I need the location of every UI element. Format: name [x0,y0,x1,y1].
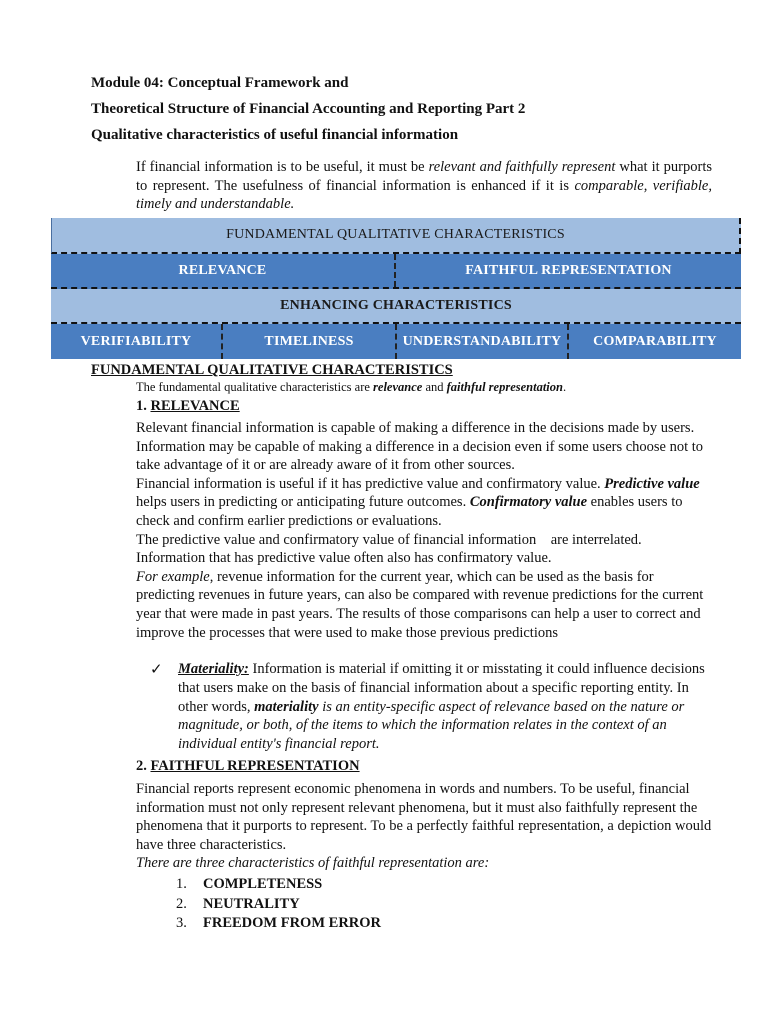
note-faithful: faithful representation [446,380,563,394]
understandability-cell: UNDERSTANDABILITY [397,324,569,359]
section-title: FUNDAMENTAL QUALITATIVE CHARACTERISTICS [91,362,453,378]
intro-text-2: what it purports to represent. The usefulness of financial information is enhanced if it is [136,159,712,194]
intro-italic-1: relevant and faithfully represent [428,159,616,175]
relevance-paragraph-2 [136,475,712,531]
relevance-paragraph-1: Relevant financial information is capable of making a difference in the decisions made by users. Information may be capable of making a difference in a decision even if some users choose not to take advantage of it or are already aware of it from other sources. [136,420,704,474]
p2-text-a: Financial information is useful if it has predictive value and confirmatory value. [136,475,605,492]
list-label: NEUTRALITY [203,895,300,912]
verifiability-cell: VERIFIABILITY [51,324,223,359]
faithful-heading [136,758,360,775]
faithful-italic: There are three characteristics of faithful representation are: [136,855,490,872]
list-label: COMPLETENESS [203,876,323,892]
relevance-cell: RELEVANCE [51,254,396,287]
intro-paragraph [136,158,712,214]
list-number: 3. [176,915,187,931]
materiality-text-1: Information is material if omitting it or misstating it could influence decisions that users make on the basis of financial information about a specific reporting entity. In other words, [178,661,705,715]
faithful-representation-cell: FAITHFUL REPRESENTATION [465,262,672,278]
comparability-cell: COMPARABILITY [593,333,717,349]
materiality-paragraph [178,660,718,754]
faithful-paragraph-2 [136,854,712,873]
faithful-number: 2. [136,758,151,774]
list-item [176,875,381,895]
note-text-c: and [422,380,447,394]
list-label: FREEDOM FROM ERROR [203,915,382,931]
note-text-e: . [562,380,567,394]
section-note [136,380,566,395]
note-text-a: The fundamental qualitative characteristics are [136,380,374,394]
intro-text-1: If financial information is to be useful, it must be [136,159,429,175]
for-example-term: For example [136,568,210,585]
faithful-characteristics-list [176,875,381,934]
p2-text-e: enables users to check and confirm earlier predictions or evaluations. [136,494,683,529]
module-title: Module 04: Conceptual Framework and [91,75,349,91]
checkmark-icon: ✓ [150,662,163,678]
faithful-paragraph-1: Financial reports represent economic phenomena in words and numbers. To be useful, financial information must not only represent relevant phenomena, but it must also faithfully represent the phenomena that it purports to represent. To be a perfectly faithful representation, a depiction would have three characteristics. [136,781,712,853]
relevance-title: RELEVANCE [150,398,240,414]
relevance-number: 1. [136,398,151,414]
relevance-paragraph-4 [136,568,712,642]
relevance-paragraph-3: The predictive value and confirmatory value of financial information are interrelated. Information that has predictive value often also has confirmatory value. [136,531,646,567]
predictive-value-term: Predictive value [604,475,700,492]
table-row-fundamental-items [51,254,741,289]
module-subtitle: Theoretical Structure of Financial Accounting and Reporting Part 2 [91,101,526,117]
table-row-enhancing-items [51,324,741,359]
faithful-body [136,780,712,873]
list-number: 1. [176,876,187,892]
note-relevance: relevance [373,380,423,394]
list-item [176,895,381,915]
materiality-label: Materiality: [178,661,249,677]
enhancing-header-cell: ENHANCING CHARACTERISTICS [280,297,512,313]
relevance-heading [136,398,240,415]
intro-italic-2: comparable, verifiable, timely and understandable. [136,177,712,212]
confirmatory-value-term: Confirmatory value [469,494,588,511]
materiality-term: materiality [254,698,319,715]
table-row-fundamental [51,218,741,254]
fundamental-header-cell: FUNDAMENTAL QUALITATIVE CHARACTERISTICS [226,227,565,242]
list-item [176,914,381,934]
materiality-italic: is an entity-specific aspect of relevance based on the nature or magnitude, or both, of the items to which the information relates in the context of an individual entity's financial report. [178,698,685,753]
characteristics-table [51,218,741,359]
p4-text-b: , revenue information for the current year, which can be used as the basis for predicting revenues in future years, can also be compared with revenue predictions for the current year that were made in past years. The results of those comparisons can help a user to correct and improve the processes that were used to make those previous predictions [136,568,704,641]
p2-text-c: helps users in predicting or anticipating future outcomes. [136,494,470,511]
table-row-enhancing [51,289,741,324]
faithful-title: FAITHFUL REPRESENTATION [150,758,360,774]
timeliness-cell: TIMELINESS [223,324,397,359]
relevance-body [136,419,712,642]
list-number: 2. [176,895,187,912]
topic-title: Qualitative characteristics of useful financial information [91,127,459,143]
